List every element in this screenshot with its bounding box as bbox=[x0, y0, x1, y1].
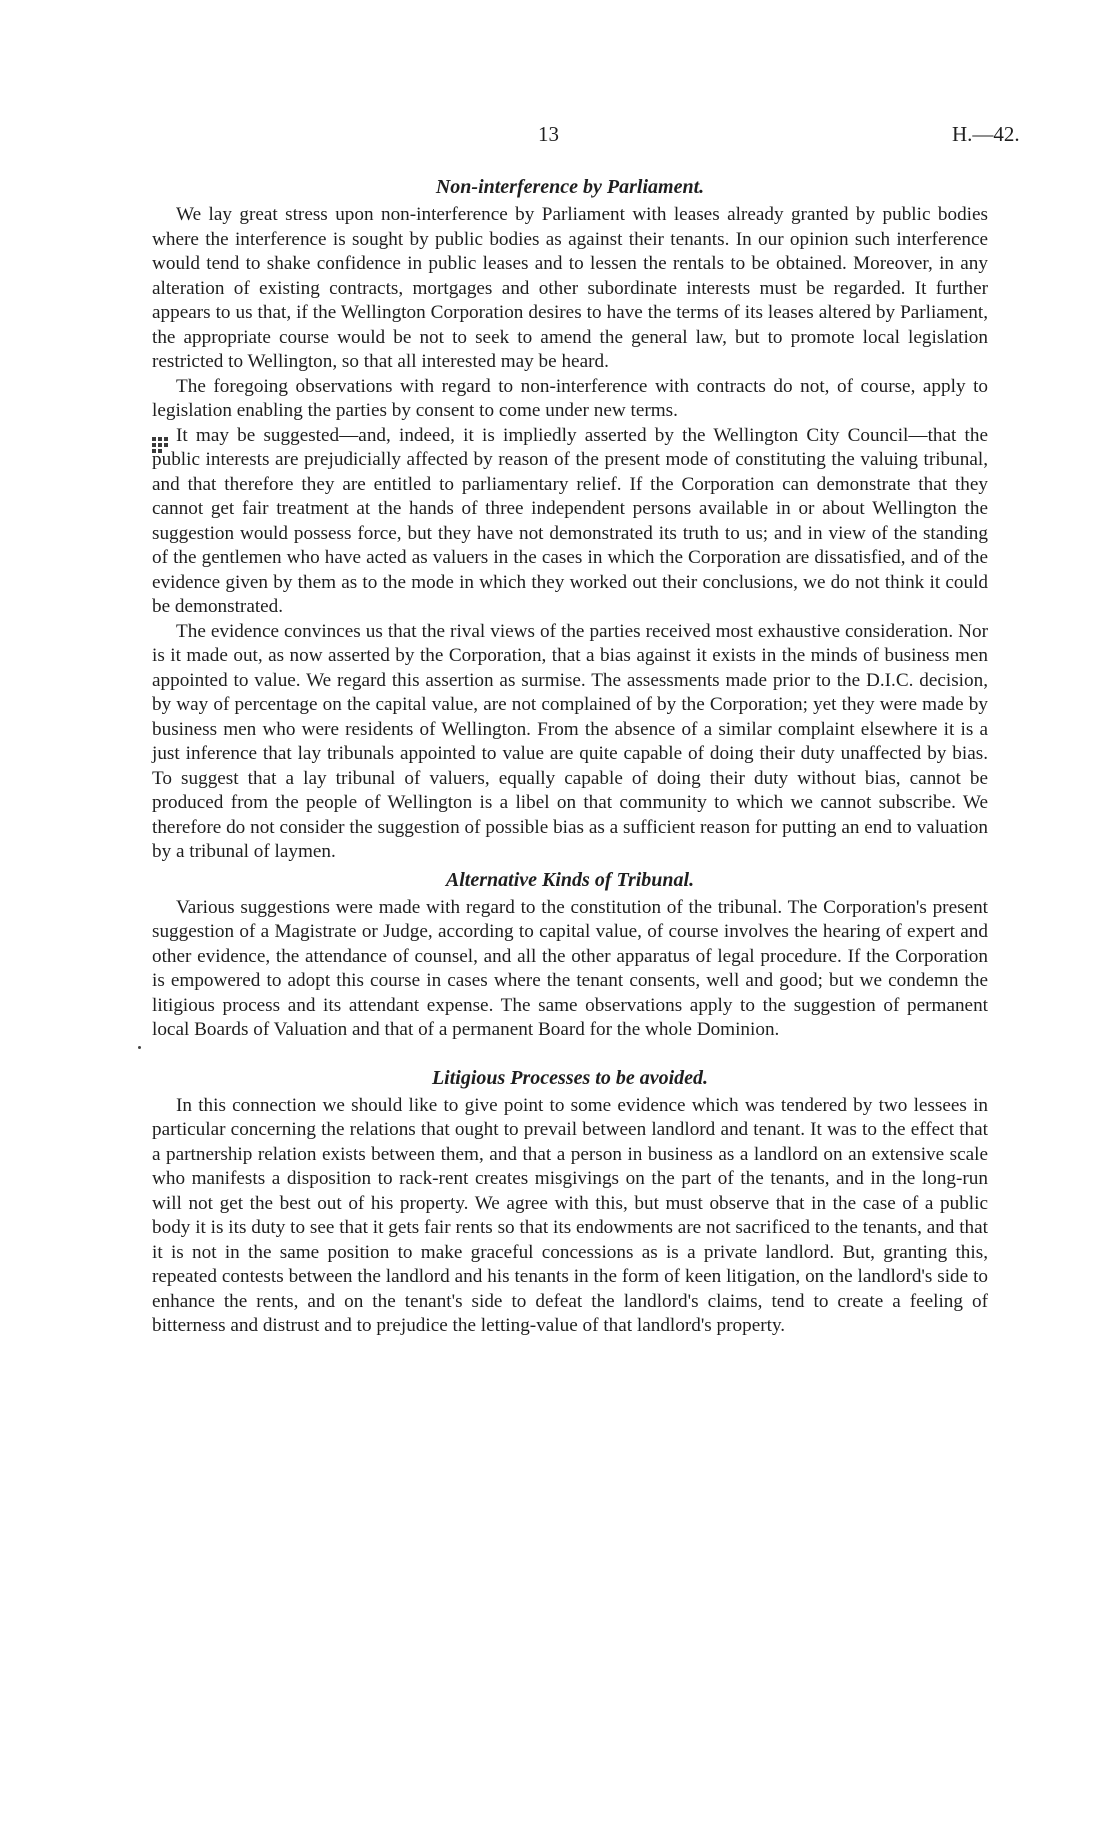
paragraph: It may be suggested—and, indeed, it is impliedly asserted by the Wellington City Council—that the public interests are prejudicially affected by reason of the present mode of constituting the valuing tribunal, and that therefore they are entitled to parliamentary relief. If the Corporation can demonstrate that they cannot get fair treatment at the hands of three independent persons available in or about Wellington the suggestion would possess force, but they have not demonstrated its truth to us; and in view of the standing of the gentlemen who have acted as valuers in the cases in which the Corporation are dissatisfied, and of the evidence given by them as to the mode in which they worked out their conclusions, we do not think it could be demonstrated. bbox=[152, 424, 988, 617]
paragraph: The foregoing observations with regard to non-interference with contracts do not, of course, apply to legislation enabling the parties by consent to come under new terms. bbox=[152, 375, 988, 421]
section-litigious-processes bbox=[152, 1065, 988, 1339]
paragraph: We lay great stress upon non-interference by Parliament with leases already granted by public bodies where the interference is sought by public bodies as against their tenants. In our opinion such interference would tend to shake confidence in public leases and to lessen the rentals to be obtained. Moreover, in any alteration of existing contracts, mortgages and other subordinate interests must be regarded. It further appears to us that, if the Wellington Corporation desires to have the terms of its leases altered by Parliament, the appropriate course would be not to seek to amend the general law, but to promote local legislation restricted to Wellington, so that all interested may be heard. bbox=[152, 204, 988, 372]
section-non-interference bbox=[152, 174, 988, 865]
document-reference: H.—42. bbox=[952, 122, 1020, 146]
paragraph: In this connection we should like to give point to some evidence which was tendered by two lessees in particular concerning the relations that ought to prevail between landlord and tenant. It was to the effect that a partnership relation exists between them, and that a person in business as a landlord on an extensive scale who manifests a disposition to rack-rent creates misgivings on the part of the tenants, and in the long-run will not get the best out of his property. We agree with this, but must observe that in the case of a public body it is its duty to see that it gets fair rents so that its endowments are not sacrificed to the tenants, and that it is not in the same position to make graceful concessions as is a private landlord. But, granting this, repeated contests between the landlord and his tenants in the form of keen litigation, on the landlord's side to enhance the rents, and on the tenant's side to defeat the landlord's claims, tend to create a feeling of bitterness and distrust and to prejudice the letting-value of that landlord's property. bbox=[152, 1094, 988, 1336]
section-heading: Litigious Processes to be avoided. bbox=[431, 1066, 709, 1089]
margin-dot bbox=[138, 1046, 141, 1049]
section-heading: Alternative Kinds of Tribunal. bbox=[445, 868, 695, 891]
paragraph: The evidence convinces us that the rival views of the parties received most exhaustive consideration. Nor is it made out, as now asserted by the Corporation, that a bias against it exists in the minds of business men appointed to value. We regard this assertion as surmise. The assessments made prior to the D.I.C. decision, by way of percentage on the capital value, are not complained of by the Corporation; yet they were made by business men who were residents of Wellington. From the absence of a similar complaint elsewhere it is a just inference that lay tribunals appointed to value are quite capable of doing their duty unaffected by bias. To suggest that a lay tribunal of valuers, equally capable of doing their duty without bias, cannot be produced from the people of Wellington is a libel on that community to which we cannot subscribe. We therefore do not consider the suggestion of possible bias as a sufficient reason for putting an end to valuation by a tribunal of laymen. bbox=[152, 620, 988, 862]
section-alternative-tribunal bbox=[152, 867, 988, 1043]
paragraph: Various suggestions were made with regard to the constitution of the tribunal. The Corporation's present suggestion of a Magistrate or Judge, according to capital value, of course involves the hearing of expert and other evidence, the attendance of counsel, and all the other apparatus of legal procedure. If the Corporation is empowered to adopt this course in cases where the tenant consents, well and good; but we condemn the litigious process and its attendant expense. The same observations apply to the suggestion of permanent local Boards of Valuation and that of a permanent Board for the whole Dominion. bbox=[152, 896, 988, 1040]
document-body bbox=[152, 174, 988, 1339]
section-heading: Non-interference by Parliament. bbox=[435, 176, 705, 198]
page-number: 13 bbox=[538, 122, 559, 146]
page-header bbox=[0, 122, 1114, 148]
